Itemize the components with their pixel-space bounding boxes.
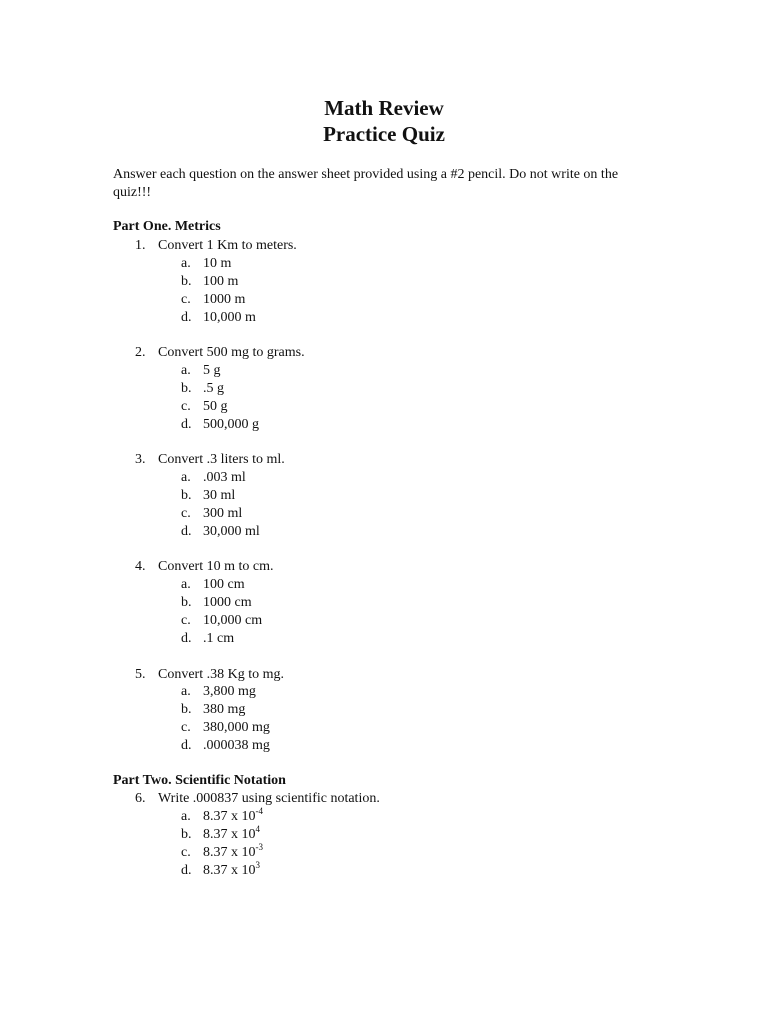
option-letter: a. [181,684,191,699]
option-letter: c. [181,399,191,414]
question-text: Convert 500 mg to grams. [158,345,305,360]
option-text [203,844,263,862]
option-letter: a. [181,470,191,485]
option-text: 3,800 mg [203,684,256,699]
option-base: 8.37 x 10 [203,827,256,842]
option-text: 500,000 g [203,417,259,432]
option-exponent: 3 [255,860,260,870]
option-text: 1000 m [203,292,246,307]
question-text: Convert .38 Kg to mg. [158,667,284,682]
option-letter: b. [181,595,192,610]
page-title: Math Review [324,96,444,120]
question-text: Convert 10 m to cm. [158,559,274,574]
option-text: 10,000 cm [203,613,263,628]
question-text: Convert .3 liters to ml. [158,452,285,467]
option-text [203,862,260,880]
option-letter: b. [181,381,192,396]
option-text: 100 m [203,274,239,289]
question-number: 2. [135,345,146,360]
question-number: 1. [135,238,146,253]
option-letter: c. [181,506,191,521]
option-text: 50 g [203,399,228,414]
page-subtitle: Practice Quiz [323,122,445,146]
option-letter: b. [181,488,192,503]
option-letter: b. [181,274,192,289]
option-text: 300 ml [203,506,243,521]
option-text: .000038 mg [203,738,270,753]
option-letter: a. [181,256,191,271]
option-text: .5 g [203,381,224,396]
option-text: .1 cm [203,631,235,646]
question-text: Convert 1 Km to meters. [158,238,297,253]
option-text: 380 mg [203,702,246,717]
instructions-text: Answer each question on the answer sheet provided using a #2 pencil. Do not write on the quiz!!! [113,167,619,200]
option-exponent: -4 [255,806,263,816]
question-text: Write .000837 using scientific notation. [158,791,380,806]
option-letter: c. [181,292,191,307]
option-exponent: 4 [255,824,260,834]
option-letter: d. [181,738,192,753]
question-number: 4. [135,559,146,574]
section-heading-part-two: Part Two. Scientific Notation [113,773,286,788]
option-letter: a. [181,363,191,378]
option-text: 100 cm [203,577,245,592]
option-base: 8.37 x 10 [203,809,256,824]
option-text: 1000 cm [203,595,252,610]
option-letter: c. [181,845,191,860]
option-text [203,808,263,826]
option-exponent: -3 [255,842,263,852]
option-text: 5 g [203,363,221,378]
option-letter: b. [181,827,192,842]
option-letter: a. [181,809,191,824]
option-text: 30 ml [203,488,236,503]
option-text: 30,000 ml [203,524,260,539]
option-text: .003 ml [203,470,246,485]
question-number: 6. [135,791,146,806]
option-letter: b. [181,702,192,717]
question-number: 3. [135,452,146,467]
option-letter: c. [181,613,191,628]
option-letter: d. [181,417,192,432]
option-text [203,826,260,844]
section-heading-part-one: Part One. Metrics [113,219,221,234]
question-number: 5. [135,667,146,682]
option-letter: d. [181,631,192,646]
option-letter: a. [181,577,191,592]
option-letter: d. [181,310,192,325]
option-base: 8.37 x 10 [203,863,256,878]
option-text: 10 m [203,256,232,271]
option-text: 380,000 mg [203,720,270,735]
option-text: 10,000 m [203,310,256,325]
option-base: 8.37 x 10 [203,845,256,860]
option-letter: c. [181,720,191,735]
option-letter: d. [181,863,192,878]
option-letter: d. [181,524,192,539]
